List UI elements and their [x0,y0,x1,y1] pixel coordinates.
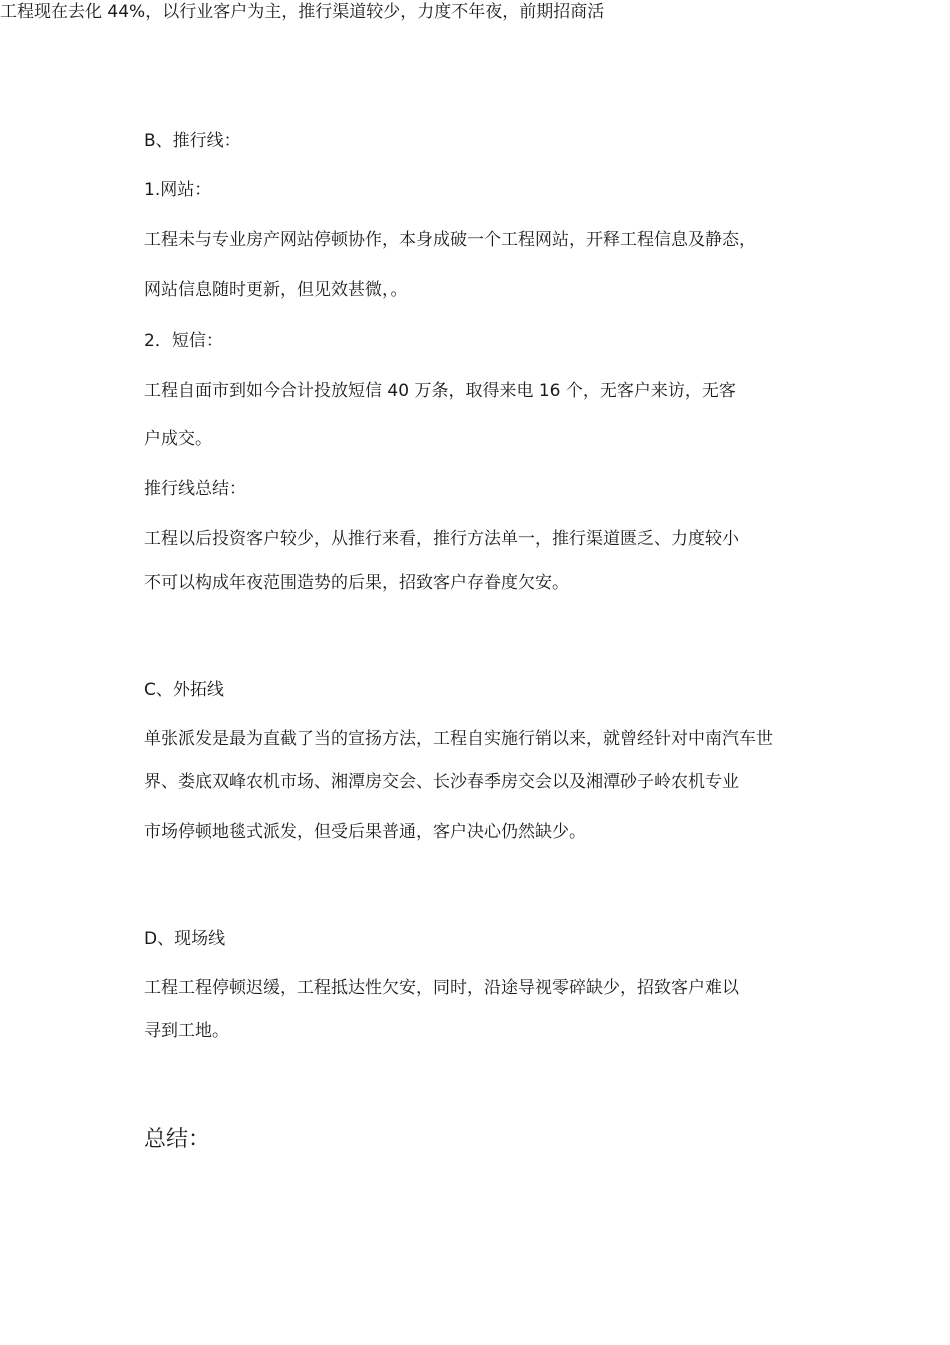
paragraph-line: 不可以构成年夜范围造势的后果，招致客户存眷度欠安。 [144,573,569,593]
subheading-promotion-summary: 推行线总结： [144,479,246,499]
paragraph-line: 户成交。 [144,429,212,449]
paragraph-line: 界、娄底双峰农机市场、湘潭房交会、长沙春季房交会以及湘潭砂子岭农机专业 [144,772,739,792]
subheading-sms: 2．短信： [144,331,223,351]
paragraph-line: 寻到工地。 [144,1021,229,1041]
paragraph-line: 工程现在去化 44%，以行业客户为主，推行渠道较少，力度不年夜，前期招商活 [0,2,605,22]
summary-heading: 总结： [144,1127,211,1152]
paragraph-line: 工程未与专业房产网站停顿协作，本身成破一个工程网站，开释工程信息及静态， [144,230,756,250]
paragraph-line: 网站信息随时更新，但见效甚微，。 [144,280,408,300]
section-heading-b: B、推行线： [144,131,241,151]
section-heading-c: C、外拓线 [144,680,224,700]
subheading-website: 1.网站： [144,180,212,200]
paragraph-line: 工程工程停顿迟缓，工程抵达性欠安，同时，沿途导视零碎缺少，招致客户难以 [144,978,739,998]
paragraph-line: 市场停顿地毯式派发，但受后果普通，客户决心仍然缺少。 [144,822,586,842]
paragraph-line: 工程自面市到如今合计投放短信 40 万条，取得来电 16 个，无客户来访，无客 [144,381,736,401]
paragraph-line: 工程以后投资客户较少，从推行来看，推行方法单一，推行渠道匮乏、力度较小 [144,529,739,549]
section-heading-d: D、现场线 [144,929,226,949]
paragraph-line: 单张派发是最为直截了当的宣扬方法，工程自实施行销以来，就曾经针对中南汽车世 [144,729,773,749]
